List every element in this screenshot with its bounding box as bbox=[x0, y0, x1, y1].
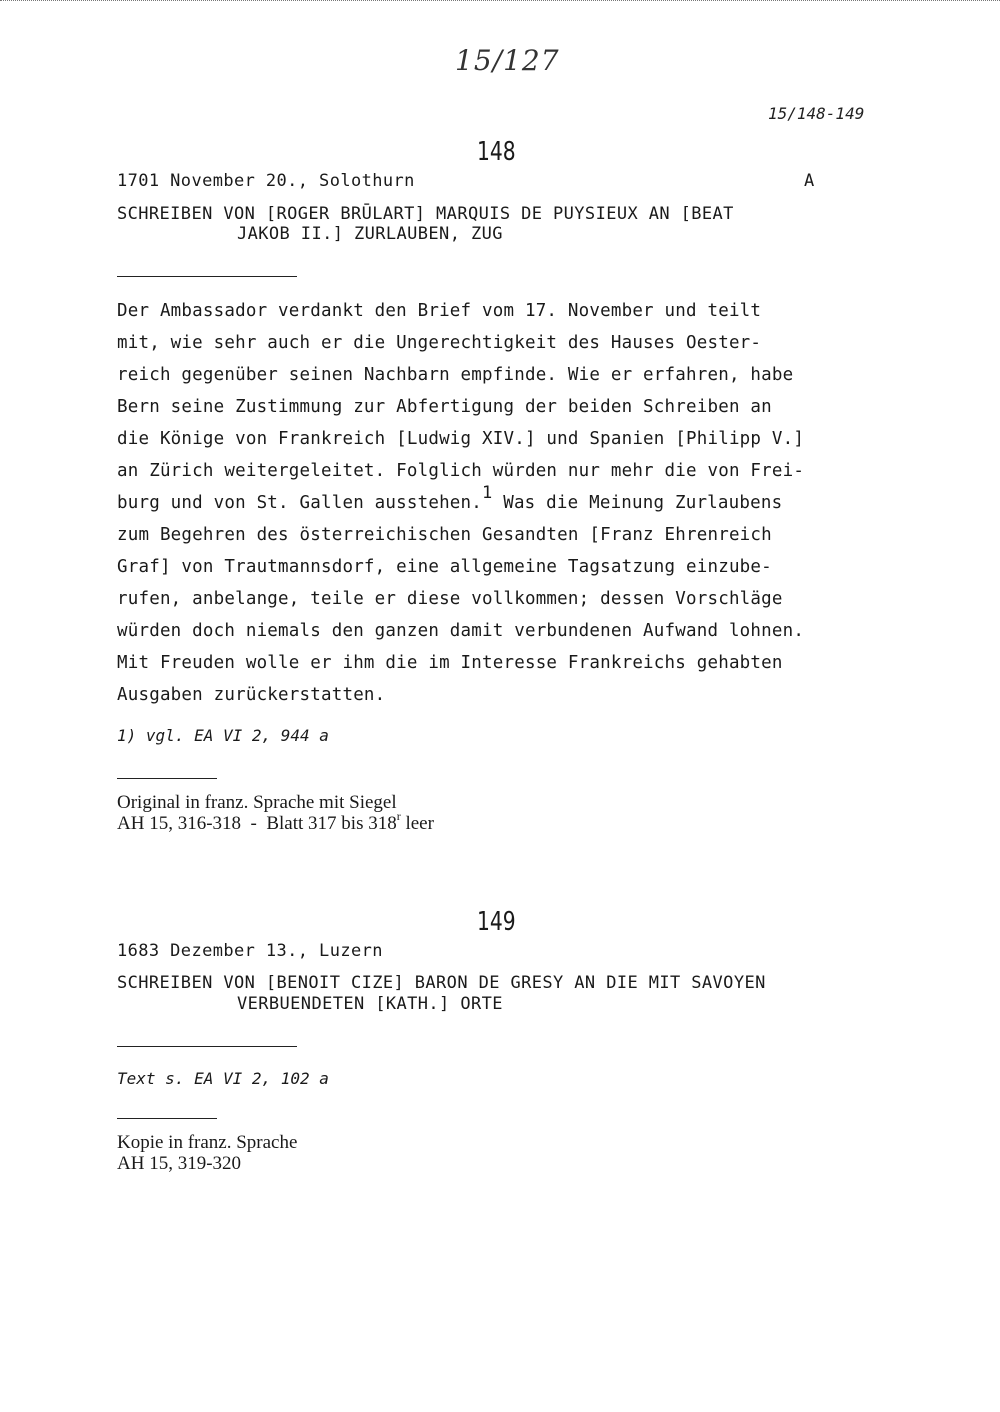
title-149-line-2: VERBUENDETEN [KATH.] ORTE bbox=[237, 994, 503, 1014]
text-reference-149: Text s. EA VI 2, 102 a bbox=[117, 1069, 329, 1088]
archive-line: AH 15, 319-320 bbox=[117, 1153, 242, 1174]
text-segment: leer bbox=[400, 813, 434, 834]
superscript: r bbox=[396, 809, 401, 823]
text-segment: AH 15, 316-318 - Blatt 317 bis 318 bbox=[117, 813, 397, 834]
text-line: Bern seine Zustimmung zur Abfertigung der beiden Schreiben an bbox=[117, 397, 772, 417]
text-line: Graf] von Trautmannsdorf, eine allgemeine Tagsatzung einzube- bbox=[117, 557, 772, 577]
footnote-marker: 1 bbox=[482, 483, 493, 503]
section-divider bbox=[117, 276, 297, 277]
text-segment: burg und von St. Gallen ausstehen. bbox=[117, 493, 483, 513]
text-line: Ausgaben zurückerstatten. bbox=[117, 685, 386, 705]
scan-edge-line bbox=[0, 0, 1000, 3]
archive-line bbox=[117, 809, 434, 834]
text-line: Der Ambassador verdankt den Brief vom 17. November und teilt bbox=[117, 301, 762, 321]
text-line: die Könige von Frankreich [Ludwig XIV.] und Spanien [Philipp V.] bbox=[117, 429, 805, 449]
text-line: zum Begehren des österreichischen Gesandten [Franz Ehrenreich bbox=[117, 525, 772, 545]
page-reference: 15/148-149 bbox=[768, 104, 865, 123]
document-mark: A bbox=[804, 171, 815, 191]
text-line: reich gegenüber seinen Nachbarn empfinde. Wie er erfahren, habe bbox=[117, 365, 794, 385]
text-line: mit, wie sehr auch er die Ungerechtigkeit des Hauses Oester- bbox=[117, 333, 762, 353]
text-line: an Zürich weitergeleitet. Folglich würden nur mehr die von Frei- bbox=[117, 461, 805, 481]
title-149-line-1: SCHREIBEN VON [BENOIT CIZE] BARON DE GRESY AN DIE MIT SAVOYEN bbox=[117, 973, 766, 993]
dateline-149: 1683 Dezember 13., Luzern bbox=[117, 941, 383, 961]
archive-line: Kopie in franz. Sprache bbox=[117, 1132, 298, 1153]
handwritten-archive-note: 15/127 bbox=[455, 44, 560, 77]
archive-info-148 bbox=[117, 792, 434, 834]
title-148-line-1: SCHREIBEN VON [ROGER BRŪLART] MARQUIS DE PUYSIEUX AN [BEAT bbox=[117, 204, 734, 224]
section-divider bbox=[117, 1046, 297, 1047]
text-line: Mit Freuden wolle er ihm die im Interesse Frankreichs gehabten bbox=[117, 653, 783, 673]
text-line: rufen, anbelange, teile er diese vollkommen; dessen Vorschläge bbox=[117, 589, 783, 609]
text-segment: Was die Meinung Zurlaubens bbox=[492, 493, 783, 513]
footnote-divider bbox=[117, 778, 217, 779]
title-148-line-2: JAKOB II.] ZURLAUBEN, ZUG bbox=[237, 224, 503, 244]
text-line: würden doch niemals den ganzen damit verbundenen Aufwand lohnen. bbox=[117, 621, 805, 641]
document-number-149: 149 bbox=[477, 907, 516, 937]
archive-line: Original in franz. Sprache mit Siegel bbox=[117, 792, 397, 813]
summary-text-148 bbox=[117, 295, 897, 711]
dateline-148: 1701 November 20., Solothurn bbox=[117, 171, 415, 191]
footnote-148: 1) vgl. EA VI 2, 944 a bbox=[117, 726, 329, 745]
document-number-148: 148 bbox=[477, 137, 516, 167]
footnote-divider bbox=[117, 1118, 217, 1119]
text-line bbox=[117, 483, 897, 519]
archive-info-149 bbox=[117, 1132, 297, 1174]
